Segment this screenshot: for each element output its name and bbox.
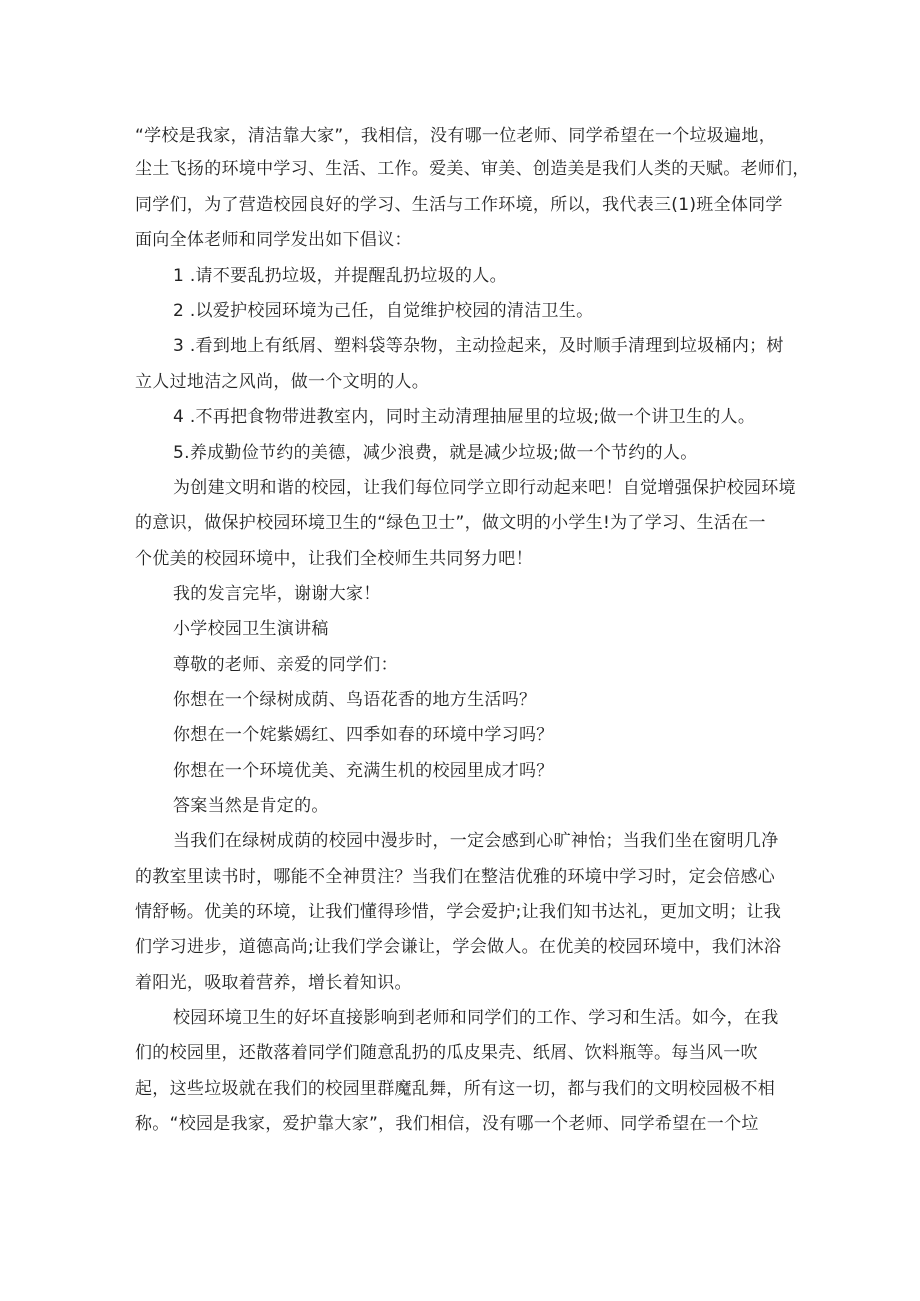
text-line: 校园环境卫生的好坏直接影响到老师和同学们的工作、学习和生活。如今，在我	[173, 1008, 779, 1028]
answer-line: 答案当然是肯定的。	[173, 796, 329, 816]
text-line: 着阳光，吸取着营养，增长着知识。	[135, 973, 412, 993]
text-line: 们的校园里，还散落着同学们随意乱扔的瓜皮果壳、纸屑、饮料瓶等。每当风一吹	[135, 1043, 758, 1063]
text-line: “学校是我家，清洁靠大家”，我相信，没有哪一位老师、同学希望在一个垃圾遍地，	[135, 126, 777, 146]
salutation: 尊敬的老师、亲爱的同学们：	[173, 655, 398, 675]
text-line: 们学习进步，道德高尚;让我们学会谦让，学会做人。在优美的校园环境中，我们沐浴	[135, 937, 782, 957]
section-title: 小学校园卫生演讲稿	[173, 619, 329, 639]
question-line: 你想在一个环境优美、充满生机的校园里成才吗？	[173, 761, 554, 781]
text-line: 当我们在绿树成荫的校园中漫步时，一定会感到心旷神怡；当我们坐在窗明几净	[173, 831, 779, 851]
list-item-5: 5.养成勤俭节约的美德，减少浪费，就是减少垃圾;做一个节约的人。	[173, 443, 698, 463]
list-item-4: 4 .不再把食物带进教室内，同时主动清理抽屉里的垃圾;做一个讲卫生的人。	[173, 407, 756, 427]
list-item-3: 3 .看到地上有纸屑、塑料袋等杂物，主动捡起来，及时顺手清理到垃圾桶内；树	[173, 336, 784, 356]
text-line: 同学们，为了营造校园良好的学习、生活与工作环境，所以，我代表三(1)班全体同学	[135, 195, 783, 215]
text-line: 情舒畅。优美的环境，让我们懂得珍惜，学会爱护;让我们知书达礼，更加文明；让我	[135, 902, 782, 922]
text-line: 面向全体老师和同学发出如下倡议：	[135, 230, 412, 250]
text-line: 为创建文明和谐的校园，让我们每位同学立即行动起来吧！自觉增强保护校园环境	[173, 478, 796, 498]
question-line: 你想在一个绿树成荫、鸟语花香的地方生活吗？	[173, 690, 537, 710]
closing-line: 我的发言完毕，谢谢大家！	[173, 584, 381, 604]
text-line: 起，这些垃圾就在我们的校园里群魔乱舞，所有这一切，都与我们的文明校园极不相	[135, 1079, 776, 1099]
text-line: 的教室里读书时，哪能不全神贯注？当我们在整洁优雅的环境中学习时，定会倍感心	[135, 867, 776, 887]
text-line: 立人过地洁之风尚，做一个文明的人。	[135, 372, 430, 392]
text-line: 的意识，做保护校园环境卫生的“绿色卫士”，做文明的小学生!为了学习、生活在一	[135, 513, 766, 533]
text-line: 尘土飞扬的环境中学习、生活、工作。爱美、审美、创造美是我们人类的天赋。老师们，	[135, 159, 810, 179]
text-line: 个优美的校园环境中，让我们全校师生共同努力吧！	[135, 549, 533, 569]
question-line: 你想在一个姹紫嫣红、四季如春的环境中学习吗？	[173, 725, 554, 745]
list-item-2: 2 .以爱护校园环境为己任，自觉维护校园的清洁卫生。	[173, 301, 594, 321]
list-item-1: 1 .请不要乱扔垃圾，并提醒乱扔垃圾的人。	[173, 266, 507, 286]
text-line: 称。“校园是我家，爱护靠大家”，我们相信，没有哪一个老师、同学希望在一个垃	[135, 1114, 759, 1134]
